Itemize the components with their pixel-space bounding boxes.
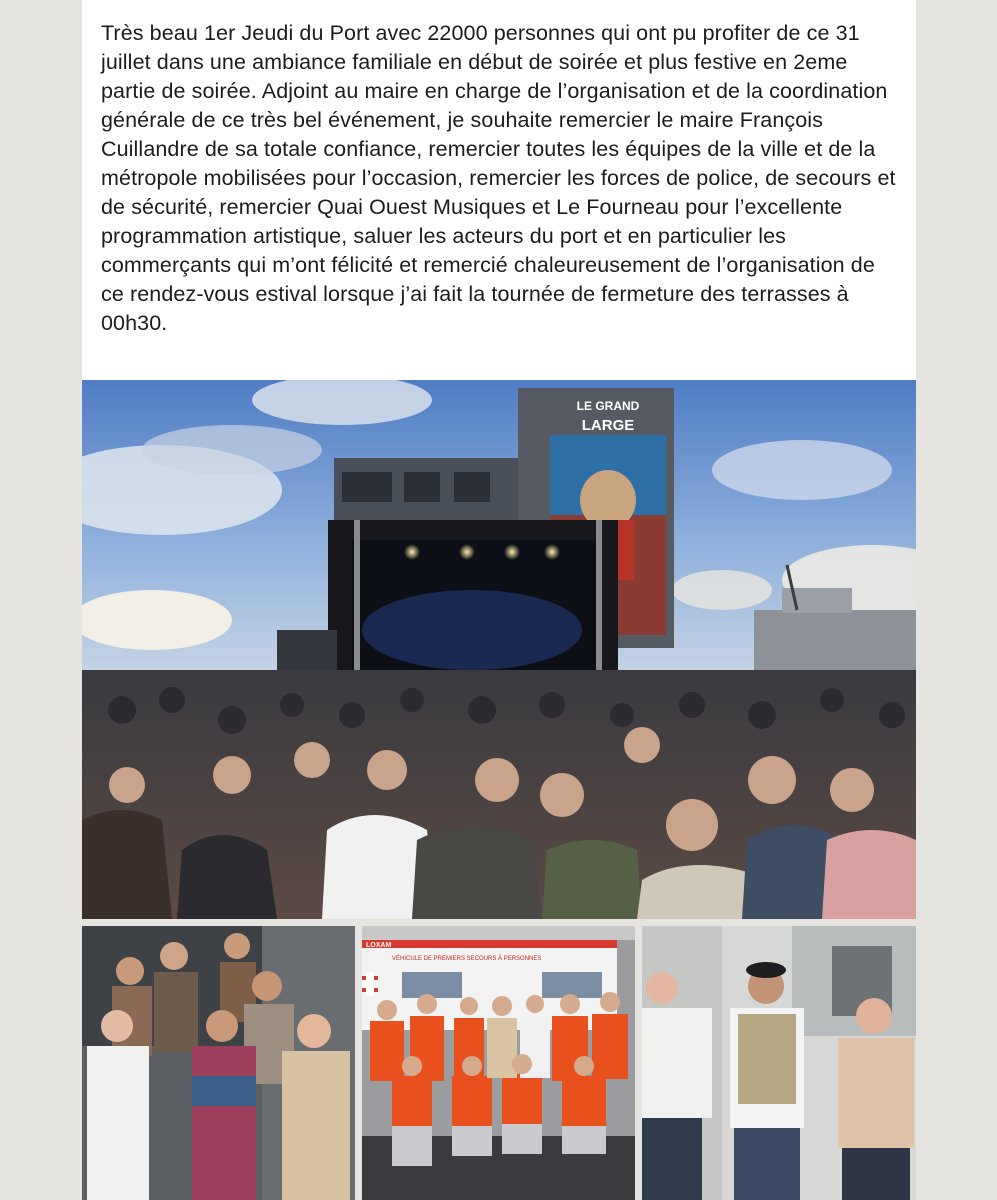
group-scene-1 (82, 926, 355, 1200)
group-scene-2 (642, 926, 916, 1200)
concert-photo[interactable] (82, 380, 916, 919)
van-brand-text: LOXAM (366, 942, 392, 949)
rescue-scene (362, 926, 635, 1200)
post-card (82, 0, 916, 380)
red-cross-photo[interactable] (362, 926, 635, 1200)
group-photo-2[interactable] (642, 926, 916, 1200)
post-text: Très beau 1er Jeudi du Port avec 22000 personnes qui ont pu profiter de ce 31 juillet dans une ambiance familiale en début de soirée et plus festive en 2eme partie de soirée. Adjoint au maire en charge de l’organisation et de la coordination générale de ce très bel événement, je souhaite remercier le maire François Cuillandre de sa totale confiance, remercier toutes les équipes de la ville et de la métropole mobilisées pour l’occasion, remercier les forces de police, de secours et de sécurité, remercier Quai Ouest Musiques et Le Fourneau pour l’excellente programmation artistique, saluer les acteurs du port et en particulier les commerçants qui m’ont félicité et remercié chaleureusement de l’organisation de ce rendez-vous estival lorsque j’ai fait la tournée de fermeture des terrasses à 00h30. (101, 21, 896, 335)
van-side-text: VÉHICULE DE PREMIERS SECOURS À PERSONNES (392, 956, 542, 962)
group-photo-1[interactable] (82, 926, 355, 1200)
building-sign-line2: LARGE (581, 417, 635, 434)
concert-scene (82, 380, 916, 919)
building-sign-line1: LE GRAND (576, 399, 640, 413)
